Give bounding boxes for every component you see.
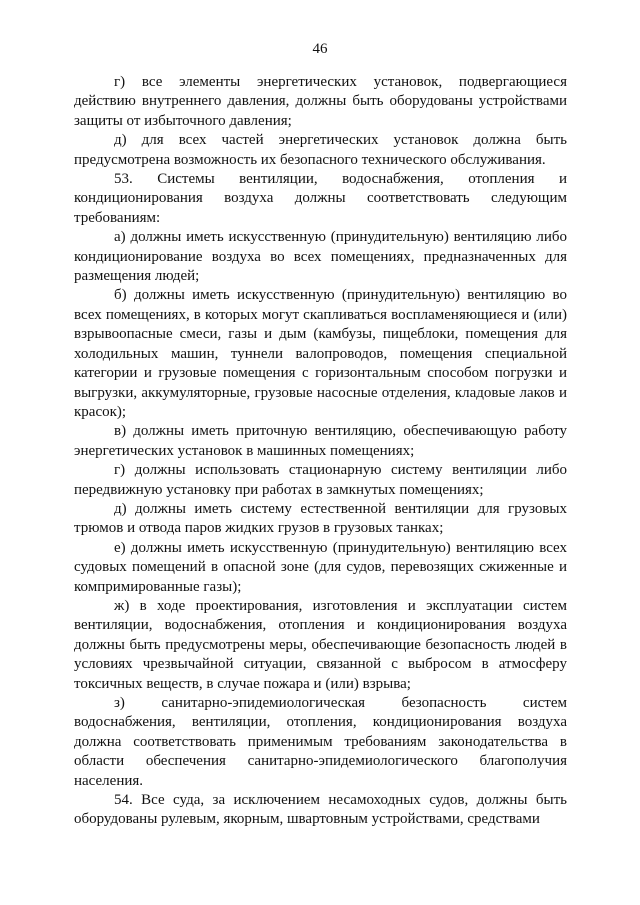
paragraph-d-cargo-holds: д) должны иметь систему естественной вентиляции для грузовых трюмов и отвода паров жидких грузов в грузовых танках; (74, 500, 567, 537)
paragraph-z-sanitary-safety: з) санитарно-эпидемиологическая безопасность систем водоснабжения, вентиляции, отопления, кондиционирования воздуха должна соответствовать применимым требованиям законодательства в области обеспечения санитарно-эпидемиологического благополучия населения. (74, 695, 567, 789)
paragraph-g-enclosed-spaces: г) должны использовать стационарную систему вентиляции либо передвижную установку при работах в замкнутых помещениях; (74, 462, 567, 498)
document-body (74, 73, 567, 830)
paragraph-e-hazardous-zone: е) должны иметь искусственную (принудительную) вентиляцию всех судовых помещений в опасной зоне (для судов, перевозящих сжиженные и компримированные газы); (74, 539, 567, 595)
paragraph-a-living-quarters: а) должны иметь искусственную (принудительную) вентиляцию либо кондиционирование воздуха во всех помещениях, предназначенных для размещения людей; (74, 229, 567, 285)
paragraph-53-intro: 53. Системы вентиляции, водоснабжения, отопления и кондиционирования воздуха должны соответствовать следующим требованиям: (74, 171, 567, 226)
paragraph-g-pressure-protection: г) все элементы энергетических установок, подвергающиеся действию внутреннего давления, должны быть оборудованы устройствами защиты от избыточного давления; (74, 74, 567, 129)
paragraph-v-engine-rooms: в) должны иметь приточную вентиляцию, обеспечивающую работу энергетических установок в машинных помещениях; (74, 423, 567, 459)
paragraph-54-equipment: 54. Все суда, за исключением несамоходных судов, должны быть оборудованы рулевым, якорным, швартовным устройствами, средствами (74, 792, 567, 828)
paragraph-zh-emergency-measures: ж) в ходе проектирования, изготовления и эксплуатации систем вентиляции, водоснабжения, отопления и кондиционирования воздуха должны быть предусмотрены меры, обеспечивающие безопасность людей в условиях чрезвычайной ситуации, связанной с выбросом в атмосферу токсичных веществ, в случае пожара и (или) взрыва; (74, 597, 567, 692)
page-number: 46 (312, 41, 328, 57)
paragraph-d-maintenance: д) для всех частей энергетических установок должна быть предусмотрена возможность их безопасного технического обслуживания. (74, 132, 567, 168)
paragraph-b-explosive-spaces: б) должны иметь искусственную (принудительную) вентиляцию во всех помещениях, в которых могут скапливаться воспламеняющиеся и (или) взрывоопасные смеси, газы и дым (камбузы, пищеблоки, помещения для холодильных машин, туннели валопроводов, помещения специальной категории и грузовые помещения с горизонтальным способом погрузки и выгрузки, аккумуляторные, грузовые насосные отделения, кладовые лаков и красок); (74, 287, 567, 420)
